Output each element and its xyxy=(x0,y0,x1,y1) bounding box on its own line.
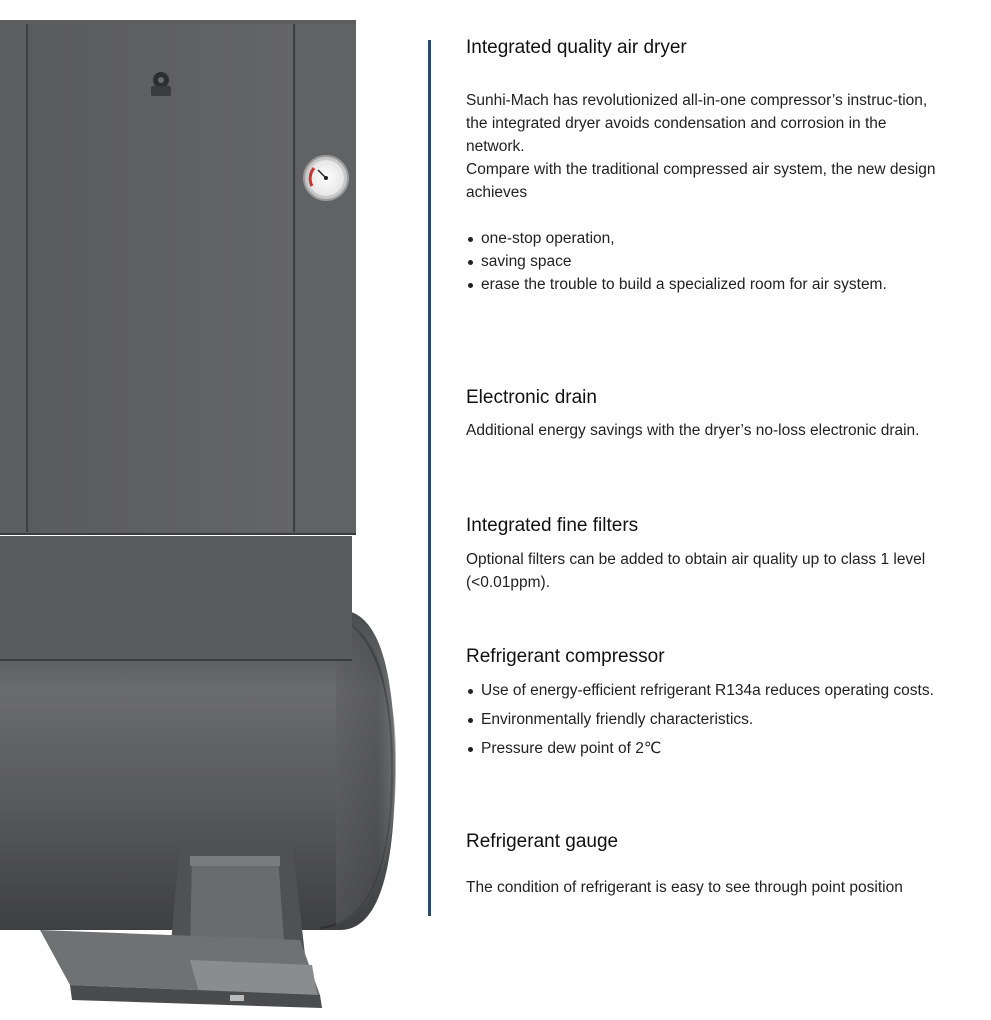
section-text: Additional energy savings with the dryer’s no-loss electronic drain. xyxy=(466,422,920,439)
list-item: Pressure dew point of 2℃ xyxy=(466,737,936,760)
section-air-dryer xyxy=(466,36,966,296)
bullet-list xyxy=(466,679,936,760)
section-fine-filters xyxy=(466,514,966,594)
section-text: Compare with the traditional compressed air system, the new design achieves xyxy=(466,161,936,201)
list-item: erase the trouble to build a specialized room for air system. xyxy=(466,273,966,296)
vertical-divider xyxy=(428,40,431,916)
cabinet-front-panel xyxy=(27,24,294,532)
section-text: Optional filters can be added to obtain air quality up to class 1 level (<0.01ppm). xyxy=(466,551,926,591)
section-title: Refrigerant compressor xyxy=(466,646,665,667)
section-title: Integrated quality air dryer xyxy=(466,37,687,58)
section-title: Integrated fine filters xyxy=(466,515,639,536)
pressure-gauge-icon xyxy=(304,156,348,200)
bullet-list xyxy=(466,227,966,296)
section-refrigerant-gauge xyxy=(466,830,966,899)
section-text: The condition of refrigerant is easy to see through point position xyxy=(466,879,903,896)
section-text: Sunhi-Mach has revolutionized all-in-one compressor’s instruc-tion, the integrated dryer avoids condensation and corrosion in the network. xyxy=(466,92,928,155)
list-item: saving space xyxy=(466,250,966,273)
section-refrigerant-compressor xyxy=(466,645,966,766)
section-electronic-drain xyxy=(466,386,966,442)
list-item: Environmentally friendly characteristics. xyxy=(466,708,936,731)
compressor-product-image xyxy=(0,0,420,1020)
section-title: Refrigerant gauge xyxy=(466,831,619,852)
list-item: Use of energy-efficient refrigerant R134a reduces operating costs. xyxy=(466,679,936,702)
section-title: Electronic drain xyxy=(466,387,597,408)
list-item: one-stop operation, xyxy=(466,227,966,250)
